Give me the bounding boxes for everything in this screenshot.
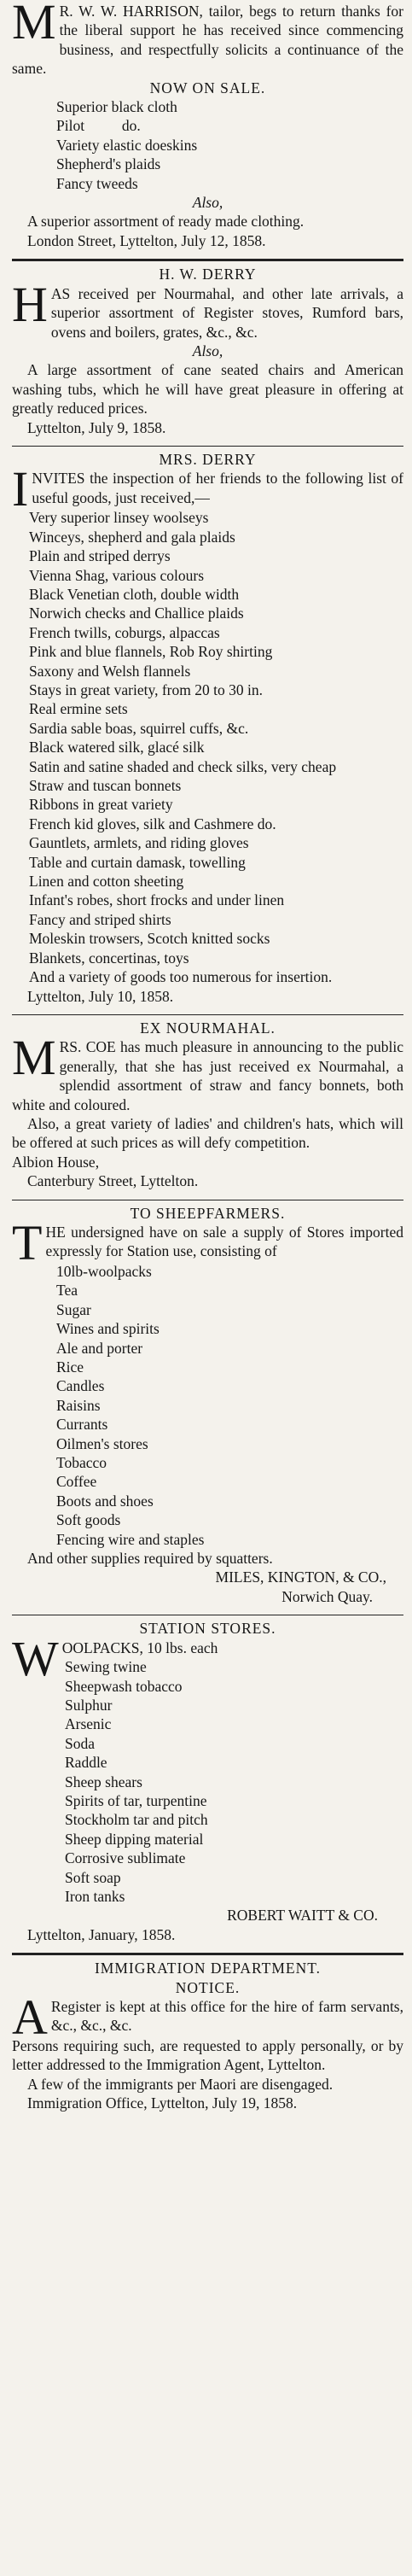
list-item: French twills, coburgs, alpaccas (29, 623, 220, 641)
mrs-derry-intro: NVITES the inspection of her friends to the following list of useful goods, just received,— (32, 470, 403, 506)
list-item: Infant's robes, short frocks and under linen (29, 891, 285, 909)
list-item: Ribbons in great variety (29, 796, 173, 814)
list-item: Candles (56, 1377, 105, 1395)
list-item: Raisins (56, 1396, 101, 1414)
harrison-items (12, 97, 403, 193)
divider (12, 446, 403, 447)
sheepfarmers-address: Norwich Quay. (281, 1587, 373, 1605)
list-item: Coffee (56, 1473, 97, 1491)
divider (12, 259, 403, 261)
list-item: Fencing wire and staples (56, 1530, 205, 1548)
list-item: Sardia sable boas, squirrel cuffs, &c. (29, 719, 249, 737)
list-item: Fancy tweeds (56, 174, 138, 192)
list-item: Ale and porter (56, 1339, 143, 1357)
list-item: Soft soap (65, 1868, 121, 1886)
list-item: Satin and satine shaded and check silks, very cheap (29, 757, 337, 775)
list-item: Corrosive sublimate (65, 1849, 186, 1867)
advertisement-mrs-coe (12, 1019, 403, 1196)
list-item: Real ermine sets (29, 700, 128, 718)
list-item: Black Venetian cloth, double width (29, 585, 240, 603)
list-item: Tea (56, 1282, 78, 1300)
hw-derry-dropcap: H (12, 276, 48, 332)
mrs-derry-items (12, 508, 403, 986)
list-item: Winceys, shepherd and gala plaids (29, 528, 235, 546)
hw-derry-intro: AS received per Nourmahal, and other late arrivals, a superior assortment of Register stoves, Rumford bars, ovens and boilers, grates, &c., &c. (50, 284, 403, 341)
coe-body: Also, a great variety of ladies' and children's hats, which will be offered at such prices as will defy competition. (12, 1114, 403, 1152)
list-item: Linen and cotton sheeting (29, 873, 184, 891)
list-item: Table and curtain damask, towelling (29, 853, 246, 871)
list-item: Very superior linsey woolseys (29, 509, 209, 527)
list-item: Sugar (56, 1300, 91, 1318)
list-item: Straw and tuscan bonnets (29, 777, 182, 795)
station-intro: OOLPACKS, 10 lbs. each (61, 1638, 218, 1656)
station-dropcap: W (12, 1630, 59, 1686)
hw-derry-also-text: A large assortment of cane seated chairs and American washing tubs, which he will have great pleasure in offering at greatly reduced prices. (12, 361, 403, 418)
list-item: Wines and spirits (56, 1320, 160, 1338)
divider (12, 1014, 403, 1015)
advertisement-sheepfarmers (12, 1204, 403, 1612)
station-heading: STATION STORES. (139, 1620, 276, 1638)
list-item: Raddle (65, 1754, 107, 1772)
sheepfarmers-closing: And other supplies required by squatters. (27, 1550, 273, 1568)
list-item: Currants (56, 1416, 108, 1434)
harrison-intro-block (12, 2, 403, 79)
advertisement-immigration (12, 1959, 403, 2117)
list-item: Vienna Shag, various colours (29, 566, 205, 584)
harrison-also: Also, (192, 194, 223, 212)
sheepfarmers-signature: MILES, KINGTON, & CO., (215, 1568, 386, 1586)
advertisement-hw-derry (12, 265, 403, 442)
list-item: Fancy and striped shirts (29, 910, 171, 928)
advertisement-mrs-derry (12, 450, 403, 1011)
mrs-derry-dropcap: I (12, 461, 29, 517)
list-item: Blankets, concertinas, toys (29, 949, 189, 967)
station-items (12, 1657, 403, 1906)
list-item: Plain and striped derrys (29, 547, 171, 565)
mrs-derry-intro-block (12, 461, 403, 517)
immigration-intro-block (12, 1989, 403, 2045)
advertisement-station-stores (12, 1619, 403, 1949)
list-item: French kid gloves, silk and Cashmere do. (29, 815, 276, 832)
list-item: Tobacco (56, 1454, 107, 1472)
list-item: Sulphur (65, 1696, 113, 1714)
list-item: Boots and shoes (56, 1492, 154, 1510)
coe-intro: RS. COE has much pleasure in announcing to the public generally, that she has just received ex Nourmahal, a splendid assortment of straw and fancy bonnets, both white and coloured. (12, 1038, 403, 1113)
immigration-body-2: A few of the immigrants per Maori are disengaged. (27, 2075, 334, 2093)
list-item: Spirits of tar, turpentine (65, 1791, 207, 1809)
sheepfarmers-heading: TO SHEEPFARMERS. (130, 1204, 286, 1222)
immigration-subheading: NOTICE. (175, 1978, 241, 1996)
coe-intro-block (12, 1030, 403, 1114)
list-item: Pilot do. (56, 117, 141, 135)
sheepfarmers-dropcap: T (12, 1214, 43, 1270)
list-item: Moleskin trowsers, Scotch knitted socks (29, 930, 270, 948)
immigration-body-1: Persons requiring such, are requested to apply personally, or by letter addressed to the Immigration Agent, Lyttelton. (12, 2037, 403, 2074)
list-item: Norwich checks and Challice plaids (29, 605, 244, 622)
coe-address-1: Albion House, (12, 1153, 100, 1171)
harrison-dropcap: M (12, 0, 56, 50)
list-item: Soft goods (56, 1511, 121, 1529)
list-item: Stays in great variety, from 20 to 30 in. (29, 681, 263, 698)
list-item: Sheepwash tobacco (65, 1677, 183, 1695)
sheepfarmers-intro-block (12, 1214, 403, 1270)
harrison-footer: London Street, Lyttelton, July 12, 1858. (27, 231, 266, 249)
immigration-heading: IMMIGRATION DEPARTMENT. (94, 1960, 321, 1977)
list-item: Sewing twine (65, 1658, 147, 1676)
list-item: And a variety of goods too numerous for insertion. (29, 968, 333, 986)
list-item: Superior black cloth (56, 98, 177, 116)
list-item: Saxony and Welsh flannels (29, 662, 191, 680)
list-item: Shepherd's plaids (56, 155, 161, 173)
advertisement-harrison (12, 2, 403, 255)
immigration-dropcap: A (12, 1989, 48, 2045)
sheepfarmers-items (12, 1262, 403, 1549)
hw-derry-intro-block (12, 276, 403, 342)
coe-address-2: Canterbury Street, Lyttelton. (27, 1172, 199, 1190)
mrs-derry-heading: MRS. DERRY (159, 450, 257, 468)
list-item: Sheep dipping material (65, 1830, 204, 1848)
list-item: Arsenic (65, 1715, 112, 1733)
list-item: Variety elastic doeskins (56, 136, 198, 154)
hw-derry-footer: Lyttelton, July 9, 1858. (27, 418, 166, 436)
list-item: Oilmen's stores (56, 1434, 148, 1452)
hw-derry-also: Also, (192, 342, 223, 359)
list-item: Sheep shears (65, 1773, 142, 1790)
mrs-derry-footer: Lyttelton, July 10, 1858. (27, 987, 174, 1005)
list-item: 10lb-woolpacks (56, 1262, 152, 1280)
station-footer: Lyttelton, January, 1858. (27, 1925, 176, 1943)
coe-heading: EX NOURMAHAL. (140, 1019, 276, 1037)
list-item: Pink and blue flannels, Rob Roy shirting (29, 643, 273, 661)
list-item: Gauntlets, armlets, and riding gloves (29, 834, 249, 852)
harrison-intro: R. W. W. HARRISON, tailor, begs to return thanks for the liberal support he has received since commencing business, and respectfully solicits a continuance of the same. (12, 3, 403, 78)
list-item: Black watered silk, glacé silk (29, 739, 205, 756)
coe-dropcap: M (12, 1030, 56, 1086)
sheepfarmers-intro: HE undersigned have on sale a supply of Stores imported expressly for Station use, consisting of (45, 1223, 403, 1260)
divider (12, 1953, 403, 1955)
list-item: Rice (56, 1358, 84, 1376)
hw-derry-heading: H. W. DERRY (159, 266, 257, 283)
list-item: Stockholm tar and pitch (65, 1811, 208, 1829)
immigration-footer: Immigration Office, Lyttelton, July 19, 1858. (27, 2094, 298, 2112)
immigration-intro: Register is kept at this office for the hire of farm servants, &c., &c., &c. (50, 1998, 403, 2035)
harrison-also-text: A superior assortment of ready made clothing. (27, 213, 305, 231)
harrison-sale-heading: NOW ON SALE. (149, 79, 266, 96)
station-signature: ROBERT WAITT & CO. (227, 1907, 378, 1925)
list-item: Iron tanks (65, 1887, 125, 1905)
newspaper-column (12, 0, 403, 2118)
list-item: Soda (65, 1734, 95, 1752)
